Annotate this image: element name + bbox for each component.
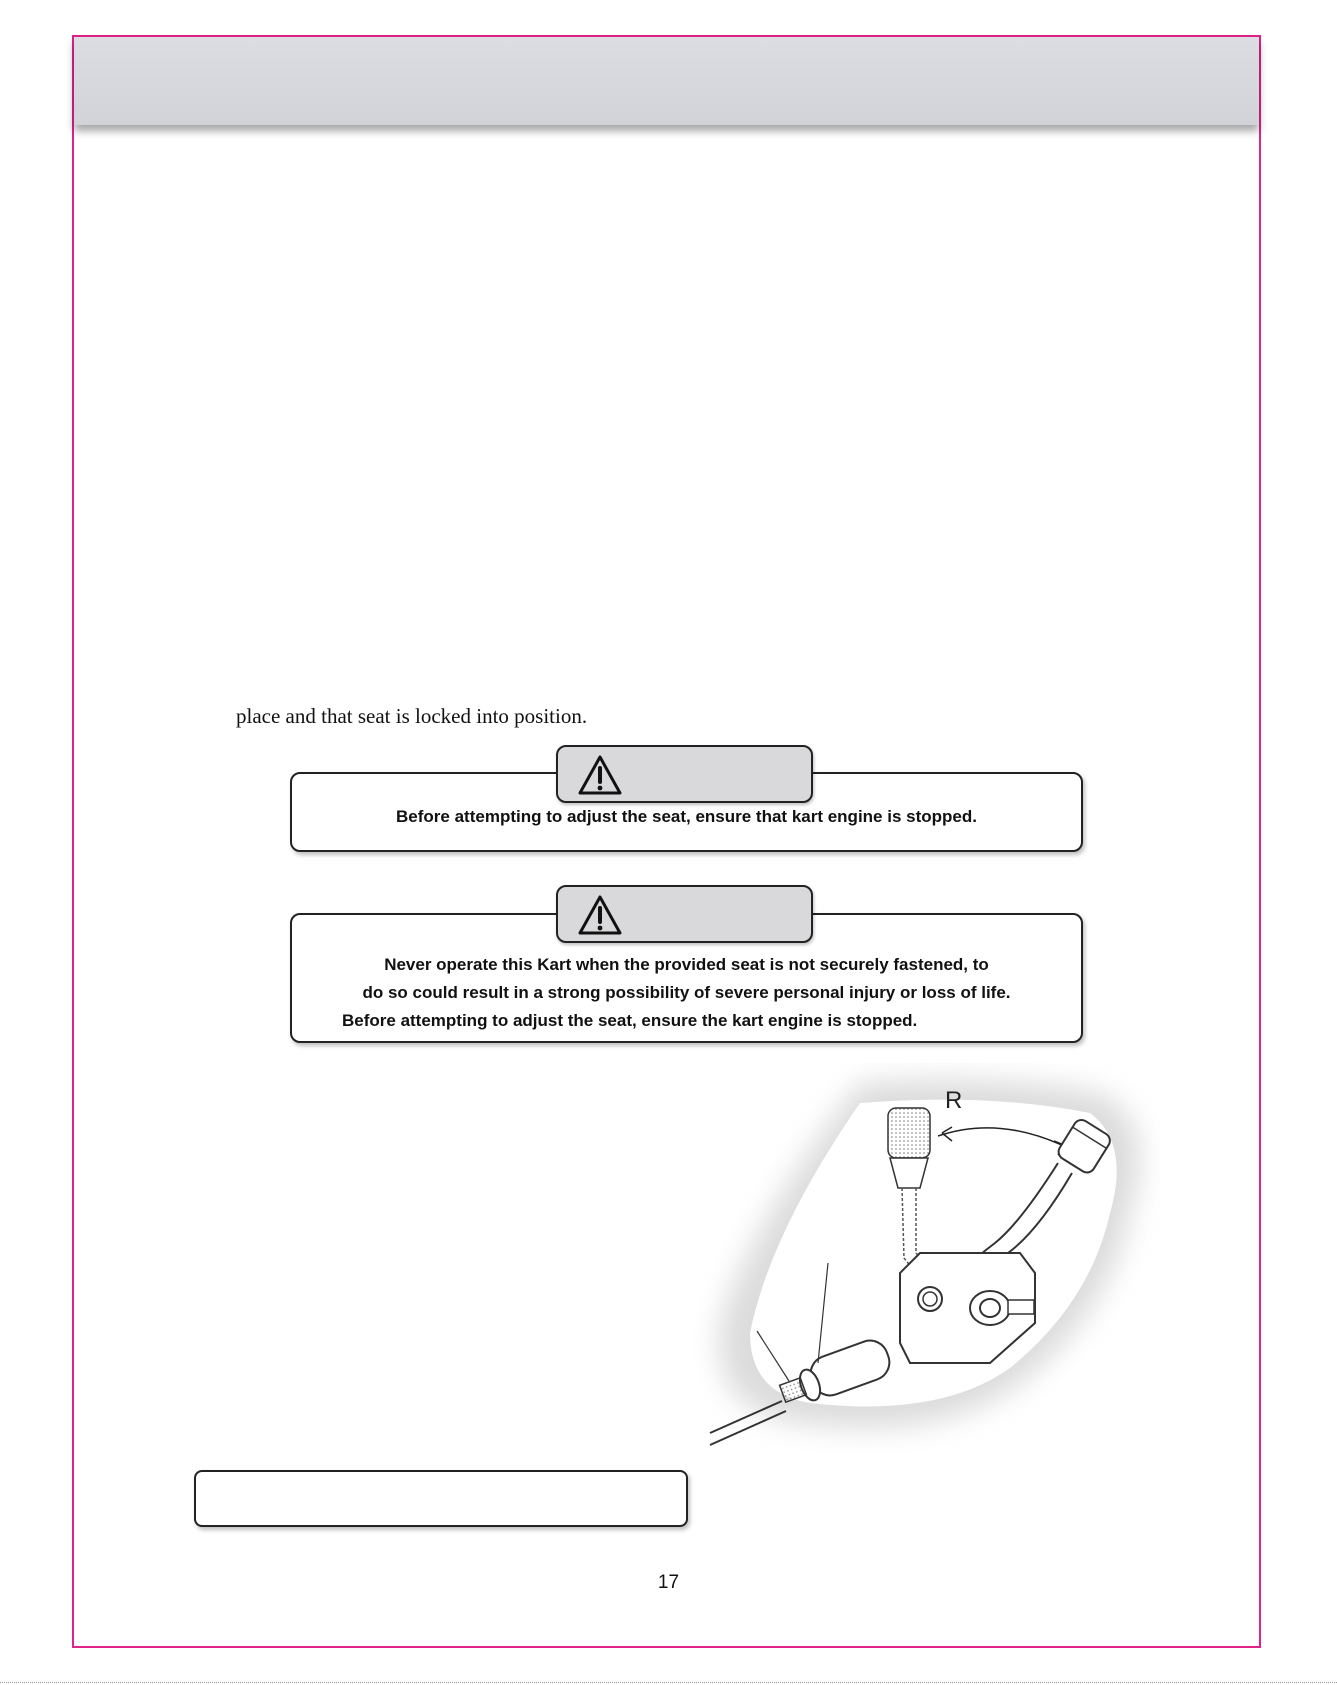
warning-text-line-3: Before attempting to adjust the seat, ensure the kart engine is stopped. — [342, 1011, 918, 1030]
warning-text-line-1: Never operate this Kart when the provided seat is not securely fastened, to — [384, 955, 989, 974]
header-band — [74, 37, 1259, 125]
body-paragraph-end: place and that seat is locked into position. — [236, 704, 588, 728]
warning-triangle-icon — [576, 753, 624, 797]
page-number: 17 — [657, 1572, 680, 1593]
figure-caption-box — [194, 1470, 688, 1527]
warning-header-tab — [556, 745, 813, 803]
bottom-rule — [0, 1682, 1337, 1683]
warning-triangle-icon — [576, 893, 624, 937]
warning-text-line-2: do so could result in a strong possibility of severe personal injury or loss of life. — [362, 983, 1011, 1002]
warning-header-tab — [556, 885, 813, 943]
seat-lever-illustration — [690, 1063, 1160, 1453]
warning-text: Before attempting to adjust the seat, ensure that kart engine is stopped. — [396, 807, 977, 826]
figure-label: R — [945, 1087, 963, 1114]
